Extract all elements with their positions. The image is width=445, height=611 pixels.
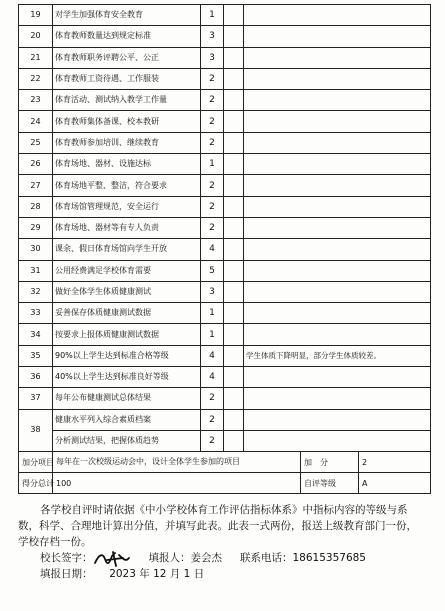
coefficient: 4: [201, 345, 224, 366]
score-cell: [224, 388, 244, 409]
date-year-unit: 年: [139, 568, 150, 581]
coefficient: 4: [201, 239, 224, 260]
indicator-item: 40%以上学生达到标准良好等级: [53, 367, 201, 388]
remark-cell: [244, 196, 431, 217]
indicator-item: 体育教师参加培训、继续教育: [53, 132, 201, 153]
row-number: 20: [19, 26, 53, 47]
remark-cell: [244, 217, 431, 238]
remark-cell: [244, 239, 431, 260]
remark-cell: [244, 5, 431, 26]
table-row: [19, 26, 431, 47]
score-cell: [224, 47, 244, 68]
score-cell: [224, 281, 244, 302]
remark-cell: [244, 324, 431, 345]
remark-cell: [244, 281, 431, 302]
coefficient: 1: [201, 5, 224, 26]
row-number: 32: [19, 281, 53, 302]
score-cell: [224, 303, 244, 324]
table-row: [19, 68, 431, 89]
indicator-rows: [19, 5, 431, 452]
coefficient: 2: [201, 111, 224, 132]
date-month: 12: [153, 568, 167, 581]
score-cell: [224, 5, 244, 26]
signature-line: [18, 550, 430, 566]
score-cell: [224, 217, 244, 238]
remark-cell: [244, 68, 431, 89]
coefficient: 4: [201, 367, 224, 388]
remark-cell: [244, 388, 431, 409]
remark-cell: [244, 409, 431, 430]
indicator-item: 体育教师数量达到规定标准: [53, 26, 201, 47]
table-row: [19, 47, 431, 68]
table-row: [19, 367, 431, 388]
score-cell: [224, 239, 244, 260]
row-number: 38: [19, 409, 53, 452]
summary-table: [18, 451, 431, 494]
table-row: [19, 281, 431, 302]
coefficient: 2: [201, 388, 224, 409]
coefficient: 3: [201, 26, 224, 47]
indicator-item: 分析测试结果，把握体质趋势: [53, 430, 201, 451]
score-cell: [224, 68, 244, 89]
bonus-score: 2: [359, 452, 431, 473]
date-day: 1: [183, 568, 191, 581]
row-number: 31: [19, 260, 53, 281]
coefficient: 2: [201, 217, 224, 238]
score-cell: [224, 430, 244, 451]
indicator-item: 按要求上报体质健康测试数据: [53, 324, 201, 345]
table-row: [19, 111, 431, 132]
table-row: [19, 5, 431, 26]
score-cell: [224, 409, 244, 430]
coefficient: 5: [201, 260, 224, 281]
coefficient: 2: [201, 196, 224, 217]
footer: [18, 502, 430, 582]
indicator-item: 体育场地平整、整洁，符合要求: [53, 175, 201, 196]
score-cell: [224, 154, 244, 175]
remark-cell: [244, 111, 431, 132]
table-row: [19, 90, 431, 111]
table-row: [19, 217, 431, 238]
indicator-item: 妥善保存体质健康测试数据: [53, 303, 201, 324]
remark-cell: [244, 175, 431, 196]
table-row: [19, 239, 431, 260]
row-number: 23: [19, 90, 53, 111]
date-label: 填报日期：: [40, 568, 93, 581]
indicator-item: 做好全体学生体质健康测试: [53, 281, 201, 302]
row-number: 21: [19, 47, 53, 68]
row-number: 29: [19, 217, 53, 238]
filler-name: 姜会杰: [190, 552, 222, 565]
coefficient: 2: [201, 132, 224, 153]
row-number: 22: [19, 68, 53, 89]
row-number: 35: [19, 345, 53, 366]
score-cell: [224, 324, 244, 345]
table-row: [19, 132, 431, 153]
indicator-item: 体育活动、测试纳入教学工作量: [53, 90, 201, 111]
coefficient: 1: [201, 303, 224, 324]
indicator-item: 课余、假日体育场馆向学生开放: [53, 239, 201, 260]
table-row: [19, 409, 431, 430]
score-cell: [224, 260, 244, 281]
table-row: [19, 196, 431, 217]
row-number: 19: [19, 5, 53, 26]
row-number: 26: [19, 154, 53, 175]
grade-value: A: [359, 473, 431, 494]
table-row: [19, 175, 431, 196]
score-cell: [224, 345, 244, 366]
coefficient: 3: [201, 281, 224, 302]
table-row: [19, 388, 431, 409]
row-number: 30: [19, 239, 53, 260]
remark-cell: [244, 132, 431, 153]
bonus-text: 每年在一次校级运动会中，设计全体学生参加的项目: [53, 452, 301, 473]
total-row: [19, 473, 431, 494]
row-number: 36: [19, 367, 53, 388]
table-row: [19, 430, 431, 451]
signature-image: [93, 550, 131, 566]
score-cell: [224, 132, 244, 153]
coefficient: 2: [201, 68, 224, 89]
remark-cell: [244, 26, 431, 47]
coefficient: 2: [201, 90, 224, 111]
filler-label: 填报人：: [148, 552, 191, 565]
remark-cell: [244, 430, 431, 451]
row-number: 24: [19, 111, 53, 132]
indicator-item: 体育场地、器材等有专人负责: [53, 217, 201, 238]
table-row: [19, 260, 431, 281]
indicator-item: 每年公布健康测试总体结果: [53, 388, 201, 409]
instruction-text: 各学校自评时请依据《中小学校体育工作评估指标体系》中指标内容的等级与系数，科学、合理地计算出分值，并填写此表。此表一式两份，报送上级教育部门一份，学校存档一份。: [18, 504, 417, 549]
bonus-score-label: 加 分: [301, 452, 359, 473]
total-label: 得分总计: [19, 473, 53, 494]
coefficient: 2: [201, 409, 224, 430]
score-cell: [224, 175, 244, 196]
date-year: 2023: [109, 568, 136, 581]
indicator-item: 体育教师集体备课、校本教研: [53, 111, 201, 132]
coefficient: 2: [201, 175, 224, 196]
remark-cell: [244, 90, 431, 111]
indicator-item: 体育教师工资待遇、工作服装: [53, 68, 201, 89]
indicator-item: 体育场地、器材、设施达标: [53, 154, 201, 175]
date-day-unit: 日: [193, 568, 205, 581]
remark-cell: [244, 47, 431, 68]
coefficient: 1: [201, 154, 224, 175]
score-cell: [224, 26, 244, 47]
indicator-table: [18, 4, 431, 452]
indicator-item: 健康水平列入综合素质档案: [53, 409, 201, 430]
indicator-item: 体育场馆管理规范，安全运行: [53, 196, 201, 217]
score-cell: [224, 90, 244, 111]
score-cell: [224, 196, 244, 217]
row-number: 27: [19, 175, 53, 196]
indicator-item: 体育教师职务评聘公平、公正: [53, 47, 201, 68]
indicator-item: 公用经费满足学校体育需要: [53, 260, 201, 281]
table-row: [19, 324, 431, 345]
phone-label: 联系电话：: [240, 552, 293, 565]
row-number: 33: [19, 303, 53, 324]
total-value: 100: [53, 473, 301, 494]
table-row: [19, 303, 431, 324]
table-row: [19, 154, 431, 175]
table-row: [19, 345, 431, 366]
bonus-label: 加分项目: [19, 452, 53, 473]
score-cell: [224, 367, 244, 388]
row-number: 37: [19, 388, 53, 409]
row-number: 34: [19, 324, 53, 345]
phone-number: 18615357685: [292, 552, 366, 565]
row-number: 25: [19, 132, 53, 153]
indicator-item: 对学生加强体育安全教育: [53, 5, 201, 26]
remark-cell: 学生体质下降明显，部分学生体质较差。: [244, 345, 431, 366]
indicator-item: 90%以上学生达到标准合格等级: [53, 345, 201, 366]
remark-cell: [244, 367, 431, 388]
coefficient: 1: [201, 324, 224, 345]
remark-cell: [244, 154, 431, 175]
principal-label: 校长签字：: [40, 552, 93, 565]
bonus-row: [19, 452, 431, 473]
evaluation-sheet: [18, 4, 430, 582]
row-number: 28: [19, 196, 53, 217]
remark-cell: [244, 303, 431, 324]
coefficient: 3: [201, 47, 224, 68]
coefficient: 2: [201, 430, 224, 451]
grade-label: 自评等级: [301, 473, 359, 494]
remark-cell: [244, 260, 431, 281]
score-cell: [224, 111, 244, 132]
date-line: [18, 566, 430, 582]
date-month-unit: 月: [169, 568, 181, 581]
